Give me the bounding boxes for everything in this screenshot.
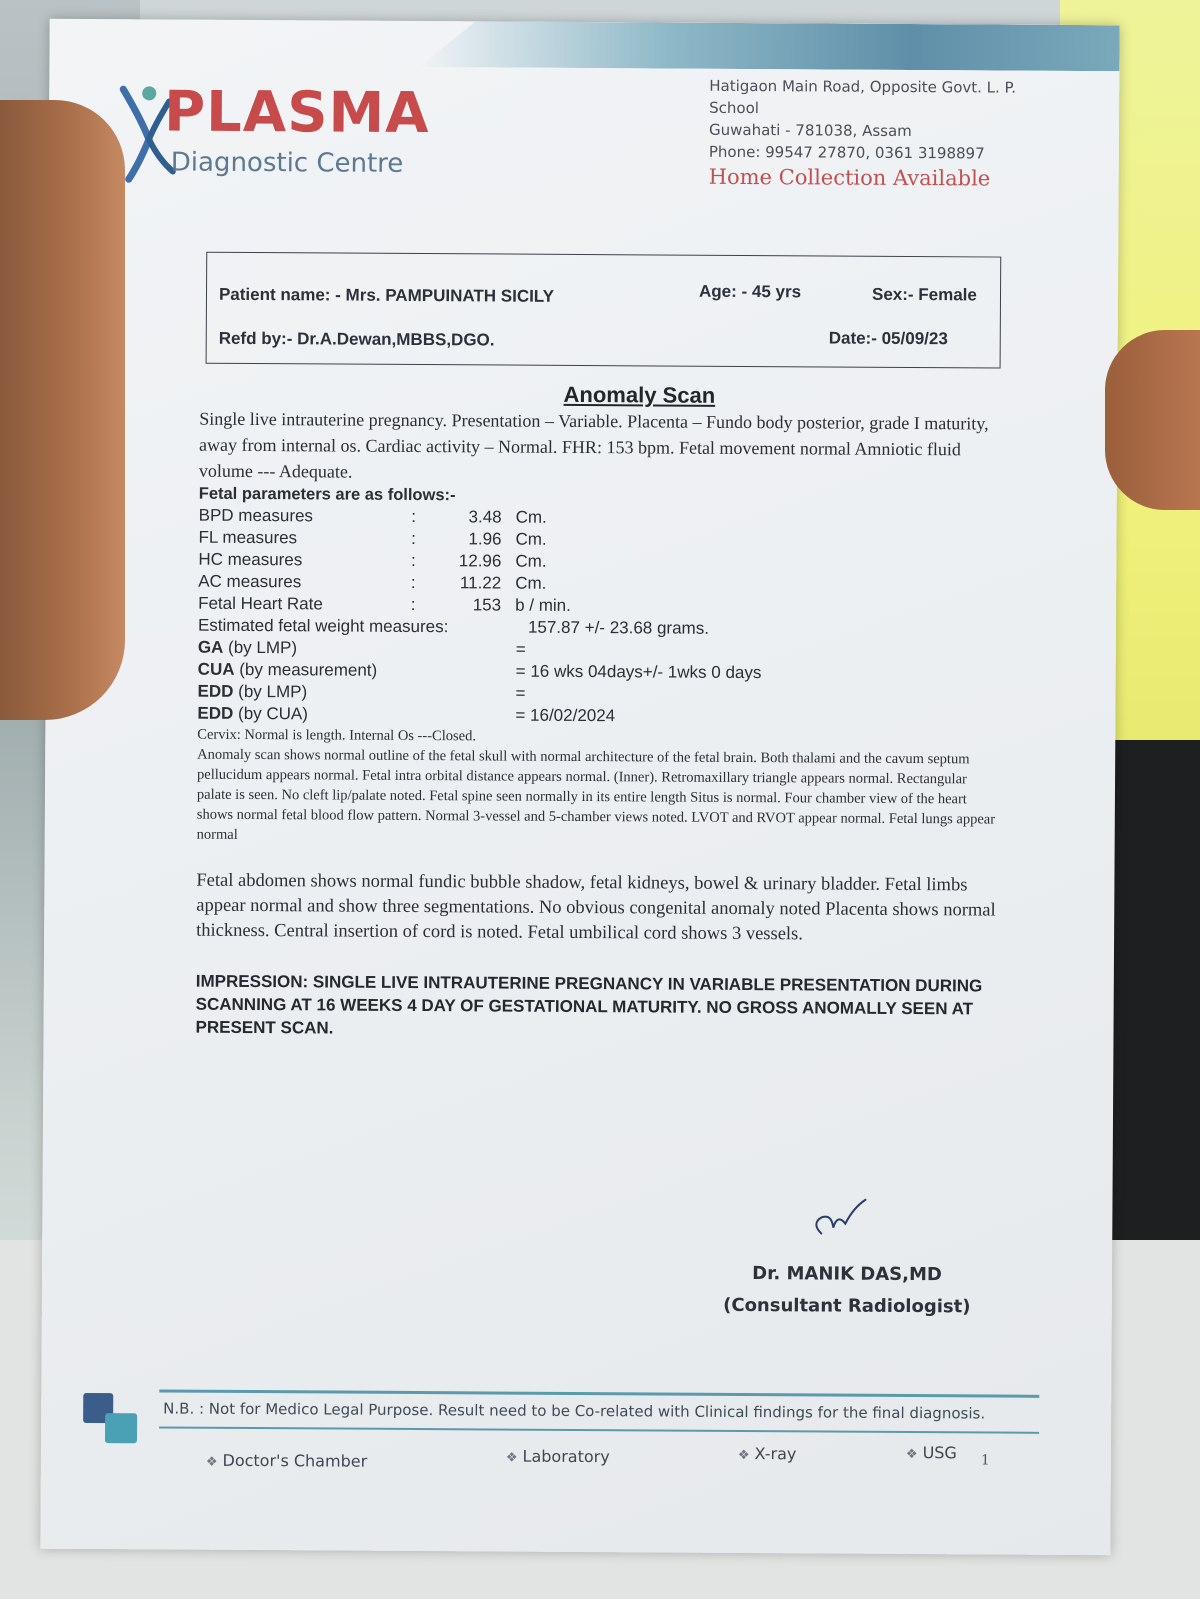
doctor-title: (Consultant Radiologist)	[723, 1294, 971, 1318]
gestation-label-rest: (by CUA)	[233, 703, 309, 724]
parameter-unit: Cm.	[515, 551, 547, 571]
footer-rule	[159, 1426, 1039, 1433]
patient-name: Patient name: - Mrs. PAMPUINATH SICILY	[218, 284, 555, 306]
fetal-weight-value: 157.87 +/- 23.68 grams.	[527, 617, 710, 638]
anomaly-paragraph: Anomaly scan shows normal outline of the fetal skull with normal architecture of the fetal brain. Both thalami and the cavum septum pellucidum appears normal. Fetal intra orbital distance appears normal. (Inner). Retromaxillary triangle appears normal. Rectangular palate is seen. No cleft lip/palate noted. Fetal spine seen normally in its entire length Situs is normal. Four chamber view of the heart shows normal fetal blood flow pattern. Normal 3-vessel and 5-chamber views noted. LVOT and RVOT appear normal. Fetal lungs appear normal	[196, 746, 996, 843]
parameter-colon: :	[410, 594, 416, 614]
doctor-name: Dr. MANIK DAS,MD	[752, 1263, 942, 1286]
parameter-value: 12.96	[458, 551, 502, 571]
footer-service-label: X-ray	[754, 1444, 797, 1464]
diamond-icon: ❖	[737, 1447, 750, 1464]
parameter-name: Fetal Heart Rate	[198, 593, 323, 614]
parameter-name: AC measures	[198, 571, 302, 592]
footer-rule	[159, 1389, 1039, 1397]
gestation-label-bold: EDD	[197, 703, 234, 723]
footer-service	[506, 1447, 610, 1467]
report-date: Date:- 05/09/23	[828, 328, 948, 349]
patient-age: Age: - 45 yrs	[698, 281, 802, 302]
footer-service	[906, 1443, 957, 1462]
parameter-colon: :	[410, 572, 416, 592]
page-number: 1	[980, 1452, 990, 1469]
report-paper	[40, 19, 1119, 1556]
phone-line: Phone: 99547 27870, 0361 3198897	[708, 142, 985, 163]
parameter-colon: :	[410, 550, 416, 570]
gestation-value: =	[515, 683, 526, 703]
header-band	[419, 21, 1119, 71]
gestation-value: =	[515, 639, 526, 659]
gestation-label-bold: EDD	[197, 681, 234, 701]
impression: IMPRESSION: SINGLE LIVE INTRAUTERINE PREGNANCY IN VARIABLE PRESENTATION DURING SCANNING AT 16 WEEKS 4 DAY OF GESTATIONAL MATURITY. NO GROSS ANOMALLY SEEN AT PRESENT SCAN.	[195, 971, 983, 1038]
parameter-value: 3.48	[468, 507, 502, 527]
footer-service	[206, 1451, 367, 1471]
parameter-unit: Cm.	[515, 529, 547, 549]
parameter-name: FL measures	[198, 527, 298, 548]
footer-service	[738, 1444, 797, 1463]
corner-squares-icon	[81, 1389, 141, 1449]
logo-subtitle: Diagnostic Centre	[170, 147, 404, 179]
parameter-colon: :	[411, 528, 416, 548]
footer-service-label: USG	[922, 1443, 957, 1463]
parameters-list	[197, 505, 998, 730]
address-line: Guwahati - 781038, Assam	[708, 120, 912, 141]
parameter-value: 153	[472, 595, 502, 615]
diamond-icon: ❖	[905, 1447, 918, 1463]
parameter-unit: b / min.	[515, 595, 571, 615]
doctor-block	[682, 1258, 1012, 1324]
logo	[119, 79, 430, 191]
gestation-value: = 16 wks 04days+/- 1wks 0 days	[515, 661, 762, 683]
findings-paragraph: Single live intrauterine pregnancy. Presentation – Variable. Placenta – Fundo body posterior, grade I maturity, away from internal os. Cardiac activity – Normal. FHR: 153 bpm. Fetal movement normal Amniotic fluid volume --- Adequate.	[198, 408, 989, 482]
fetal-weight-label: Estimated fetal weight measures:	[197, 615, 449, 637]
parameter-unit: Cm.	[515, 573, 547, 593]
holding-hand	[0, 100, 125, 720]
footer-service-label: Doctor's Chamber	[222, 1450, 368, 1471]
logo-title: PLASMA	[163, 79, 430, 147]
footer-service-label: Laboratory	[522, 1446, 610, 1467]
home-collection: Home Collection Available	[708, 164, 991, 191]
parameter-value: 1.96	[468, 529, 502, 549]
footer-services	[206, 1445, 1026, 1480]
gestation-label-rest: (by LMP)	[233, 681, 308, 702]
address-line: Hatigaon Main Road, Opposite Govt. L. P. School	[709, 76, 1017, 118]
parameter-name: HC measures	[198, 549, 303, 570]
parameter-colon: :	[411, 506, 417, 526]
parameter-name: BPD measures	[198, 505, 314, 526]
parameter-unit: Cm.	[515, 507, 547, 527]
signature	[807, 1193, 887, 1243]
gestation-label-bold: GA	[197, 637, 224, 657]
referred-by: Refd by:- Dr.A.Dewan,MBBS,DGO.	[218, 328, 495, 350]
gestation-label-rest: (by measurement)	[234, 659, 378, 680]
report-title: Anomaly Scan	[563, 381, 716, 408]
parameter-value: 11.22	[459, 573, 502, 593]
gestation-label-bold: CUA	[197, 659, 235, 679]
arm-right	[1105, 330, 1200, 510]
diamond-icon: ❖	[205, 1454, 218, 1470]
gestation-value: = 16/02/2024	[515, 705, 616, 726]
cervix-line: Cervix: Normal is length. Internal Os ---Closed.	[197, 726, 477, 745]
patient-sex: Sex:- Female	[871, 284, 977, 305]
patient-info-box	[206, 252, 1002, 369]
abdomen-paragraph: Fetal abdomen shows normal fundic bubble shadow, fetal kidneys, bowel & urinary bladder. Fetal limbs appear normal and show three segmentations. No obvious congenital anomaly noted Placenta shows normal thickness. Central insertion of cord is noted. Fetal umbilical cord shows 3 vessels.	[196, 870, 996, 945]
diamond-icon: ❖	[505, 1450, 518, 1466]
parameters-heading: Fetal parameters are as follows:-	[198, 484, 456, 505]
footer-note: N.B. : Not for Medico Legal Purpose. Result need to be Co-related with Clinical findings for the final diagnosis.	[163, 1399, 986, 1423]
report-body	[195, 380, 999, 1044]
gestation-label-rest: (by LMP)	[223, 637, 298, 658]
address-block	[709, 75, 1070, 190]
